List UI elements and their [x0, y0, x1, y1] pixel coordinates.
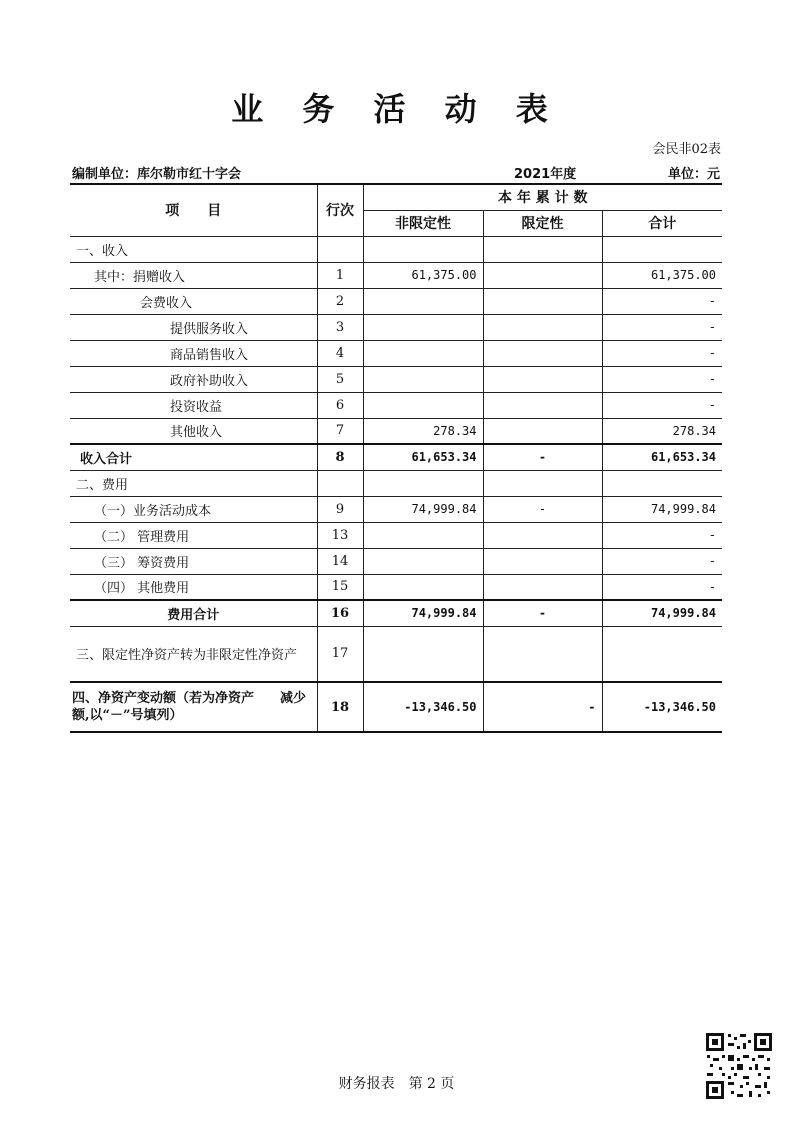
year-label: 2021年度: [514, 167, 577, 182]
subtotal-row: [70, 600, 722, 626]
row-line: 5: [317, 366, 363, 392]
row-line: 8: [317, 444, 363, 470]
row-item: 四、净资产变动额（若为净资产 减少额,以“－”号填列）: [70, 682, 317, 732]
row-restricted: [483, 574, 602, 600]
row-line: 9: [317, 496, 363, 522]
row-total: -: [602, 574, 722, 600]
row-unrestricted: [363, 314, 483, 340]
header-line: 行次: [317, 184, 363, 236]
row-total: 61,375.00: [602, 262, 722, 288]
subtotal-row: [70, 444, 722, 470]
header-restricted: 限定性: [483, 210, 602, 236]
header-unrestricted: 非限定性: [363, 210, 483, 236]
row-line: 3: [317, 314, 363, 340]
row-line: 4: [317, 340, 363, 366]
row-restricted: -: [483, 682, 602, 732]
row-total: -: [602, 366, 722, 392]
row-total: -: [602, 548, 722, 574]
row-restricted: [483, 392, 602, 418]
table-row: [70, 314, 722, 340]
row-unrestricted: [363, 366, 483, 392]
row-item: 商品销售收入: [70, 340, 317, 366]
row-line: 14: [317, 548, 363, 574]
row-restricted: [483, 548, 602, 574]
row-line: [317, 470, 363, 496]
row-line: 17: [317, 626, 363, 682]
header-item: 项 目: [70, 184, 317, 236]
row-total: -: [602, 522, 722, 548]
row-item: （二） 管理费用: [70, 522, 317, 548]
row-item: 其中：捐赠收入: [70, 262, 317, 288]
row-item: 其他收入: [70, 418, 317, 444]
row-item: 提供服务收入: [70, 314, 317, 340]
table-row: [70, 574, 722, 600]
row-restricted: [483, 314, 602, 340]
row-total: [602, 626, 722, 682]
row-unrestricted: [363, 574, 483, 600]
row-total: 74,999.84: [602, 600, 722, 626]
row-restricted: [483, 262, 602, 288]
table-row: [70, 496, 722, 522]
unit-label: 单位：元: [667, 167, 720, 182]
row-item: 费用合计: [70, 600, 317, 626]
row-unrestricted: 74,999.84: [363, 600, 483, 626]
row-unrestricted: [363, 340, 483, 366]
table-row: [70, 418, 722, 444]
report-title: 业 务 活 动 表: [231, 90, 562, 128]
row-line: [317, 236, 363, 262]
table-row: [70, 340, 722, 366]
header-group: 本 年 累 计 数: [363, 184, 722, 210]
row-unrestricted: [363, 522, 483, 548]
row-restricted: [483, 626, 602, 682]
activity-table: [70, 183, 722, 733]
row-unrestricted: 74,999.84: [363, 496, 483, 522]
row-item: 会费收入: [70, 288, 317, 314]
table-row: [70, 392, 722, 418]
row-total: [602, 470, 722, 496]
form-code: 会民非02表: [652, 142, 721, 157]
row-total: 278.34: [602, 418, 722, 444]
row-item: （一）业务活动成本: [70, 496, 317, 522]
row-unrestricted: [363, 470, 483, 496]
row-restricted: [483, 418, 602, 444]
row-unrestricted: [363, 288, 483, 314]
row-unrestricted: [363, 626, 483, 682]
row-item: （四） 其他费用: [70, 574, 317, 600]
net-change-row: [70, 682, 722, 732]
row-total: -: [602, 392, 722, 418]
row-unrestricted: [363, 236, 483, 262]
table-row: [70, 522, 722, 548]
row-restricted: [483, 366, 602, 392]
row-item: 三、限定性净资产转为非限定性净资产: [70, 626, 317, 682]
table-row: [70, 262, 722, 288]
row-item: 收入合计: [70, 444, 317, 470]
row-line: 1: [317, 262, 363, 288]
row-total: -: [602, 340, 722, 366]
row-restricted: [483, 470, 602, 496]
row-total: -: [602, 314, 722, 340]
row-line: 18: [317, 682, 363, 732]
row-line: 13: [317, 522, 363, 548]
row-line: 6: [317, 392, 363, 418]
row-restricted: [483, 236, 602, 262]
row-unrestricted: 278.34: [363, 418, 483, 444]
table-row: [70, 366, 722, 392]
table-row: [70, 236, 722, 262]
row-restricted: -: [483, 600, 602, 626]
row-restricted: -: [483, 496, 602, 522]
row-line: 16: [317, 600, 363, 626]
row-line: 15: [317, 574, 363, 600]
table-row: [70, 470, 722, 496]
row-restricted: [483, 340, 602, 366]
row-total: 74,999.84: [602, 496, 722, 522]
row-item: 政府补助收入: [70, 366, 317, 392]
row-line: 2: [317, 288, 363, 314]
row-total: 61,653.34: [602, 444, 722, 470]
row-line: 7: [317, 418, 363, 444]
table-row: [70, 548, 722, 574]
row-item: 二、费用: [70, 470, 317, 496]
page-footer: 财务报表 第 2 页: [338, 1076, 455, 1092]
row-item: （三） 筹资费用: [70, 548, 317, 574]
table-row: [70, 288, 722, 314]
row-item: 一、收入: [70, 236, 317, 262]
row-unrestricted: [363, 392, 483, 418]
row-restricted: [483, 522, 602, 548]
row-restricted: -: [483, 444, 602, 470]
row-unrestricted: 61,653.34: [363, 444, 483, 470]
row-unrestricted: [363, 548, 483, 574]
table-row: [70, 626, 722, 682]
row-total: -: [602, 288, 722, 314]
qr-code-icon: [704, 1031, 774, 1101]
row-unrestricted: -13,346.50: [363, 682, 483, 732]
row-restricted: [483, 288, 602, 314]
row-unrestricted: 61,375.00: [363, 262, 483, 288]
report-meta: [70, 163, 722, 181]
header-total: 合计: [602, 210, 722, 236]
row-item: 投资收益: [70, 392, 317, 418]
row-total: -13,346.50: [602, 682, 722, 732]
organization-label: 编制单位：库尔勒市红十字会: [72, 167, 242, 182]
row-total: [602, 236, 722, 262]
